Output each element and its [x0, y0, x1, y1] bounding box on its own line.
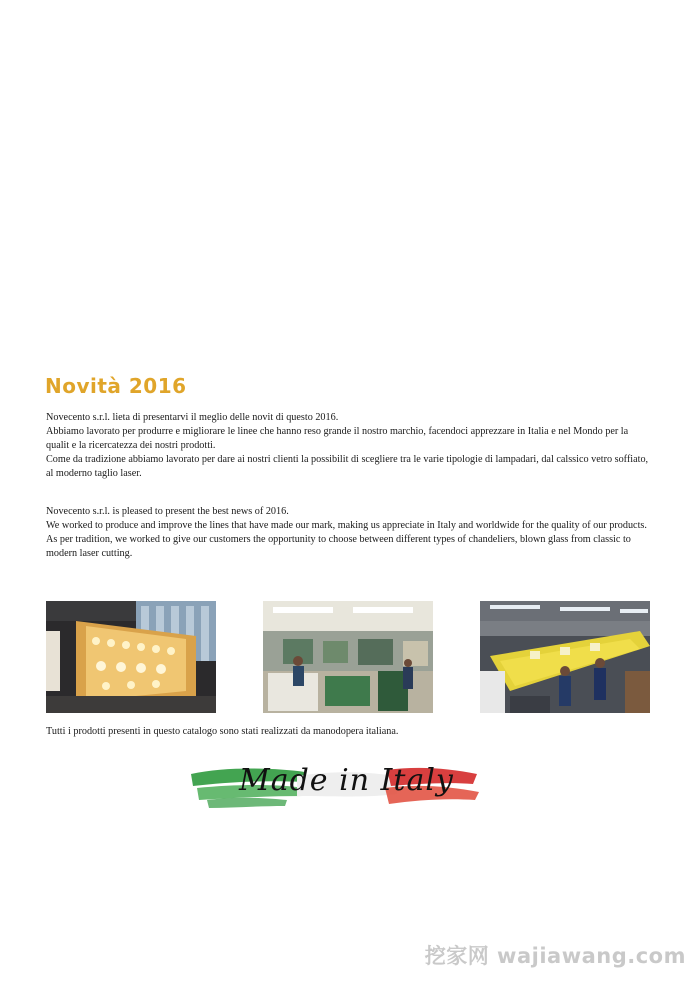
showroom-photo	[46, 601, 216, 713]
intro-it-line-1: Novecento s.r.l. lieta di presentarvi il meglio delle novit di questo 2016.	[46, 412, 339, 423]
intro-english	[46, 505, 650, 561]
intro-en-line-2: We worked to produce and improve the lines that have made our mark, making us appreciate in Italy and worldwide for the quality of our products.	[46, 520, 647, 531]
footer-note: Tutti i prodotti presenti in questo catalogo sono stati realizzati da manodopera italiana.	[46, 726, 399, 737]
assembly-photo	[480, 601, 650, 713]
intro-it-line-2: Abbiamo lavorato per produrre e migliorare le linee che hanno reso grande il nostro marchio, facendoci apprezzare in Italia e nel Mondo per la qualit e la ricercatezza dei nostri prodotti.	[46, 426, 629, 451]
workshop-photo	[263, 601, 433, 713]
intro-italian	[46, 411, 650, 481]
watermark: 挖家网 wajiawang.com	[424, 944, 686, 968]
made-in-italy-text: Made in Italy	[239, 763, 454, 798]
intro-it-line-3: Come da tradizione abbiamo lavorato per dare ai nostri clienti la possibilit di scegliere tra le varie tipologie di lampadari, dal calssico vetro soffiato, al moderno taglio laser.	[46, 454, 649, 479]
intro-en-line-3: As per tradition, we worked to give our customers the opportunity to choose between different types of chandeliers, blown glass from classic to modern laser cutting.	[46, 534, 631, 559]
page-title: Novità 2016	[45, 374, 187, 398]
intro-en-line-1: Novecento s.r.l. is pleased to present the best news of 2016.	[46, 506, 289, 517]
made-in-italy-logo	[187, 760, 483, 812]
